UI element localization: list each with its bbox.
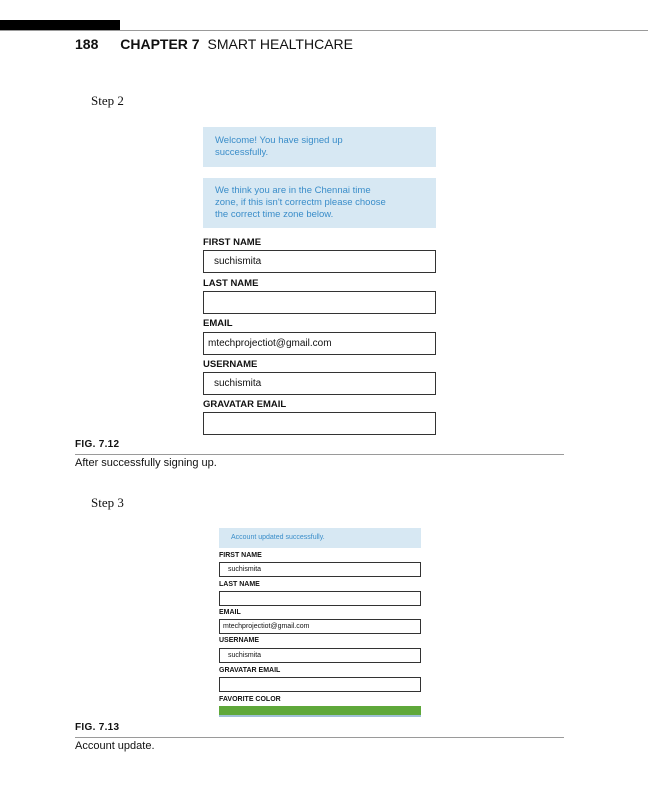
first-name-label: FIRST NAME [203, 237, 262, 248]
username-input[interactable]: suchismita [219, 648, 421, 663]
caption-rule [75, 454, 564, 455]
notice-line: successfully. [215, 147, 269, 158]
first-name-input[interactable]: suchismita [203, 250, 436, 273]
figure-number: FIG. 7.13 [75, 722, 120, 733]
first-name-input[interactable]: suchismita [219, 562, 421, 577]
email-label: EMAIL [219, 609, 241, 616]
notice-line: the correct time zone below. [215, 209, 334, 220]
last-name-label: LAST NAME [219, 581, 260, 588]
first-name-label: FIRST NAME [219, 552, 262, 559]
last-name-input[interactable] [203, 291, 436, 314]
gravatar-email-label: GRAVATAR EMAIL [219, 667, 281, 674]
gravatar-email-label: GRAVATAR EMAIL [203, 399, 287, 410]
running-header [75, 36, 353, 52]
page-number: 188 [75, 36, 99, 52]
email-label: EMAIL [203, 318, 233, 329]
color-swatch-edge [219, 715, 421, 717]
username-label: USERNAME [219, 637, 260, 644]
figure-number: FIG. 7.12 [75, 439, 120, 450]
email-input[interactable]: mtechprojectiot@gmail.com [219, 619, 421, 634]
gravatar-email-input[interactable] [219, 677, 421, 692]
figure-caption: Account update. [75, 740, 155, 752]
notice-line: Welcome! You have signed up [215, 135, 343, 146]
notice-line: zone, if this isn't correctm please choose [215, 197, 386, 208]
caption-rule [75, 737, 564, 738]
header-rule [0, 30, 648, 31]
gravatar-email-input[interactable] [203, 412, 436, 435]
signup-success-notice [203, 127, 436, 167]
chapter-label: CHAPTER 7 [120, 36, 200, 52]
figure-caption: After successfully signing up. [75, 457, 217, 469]
favorite-color-swatch[interactable] [219, 706, 421, 715]
step-2-label: Step 2 [91, 93, 124, 108]
account-updated-notice: Account updated successfully. [219, 528, 421, 548]
step-3-label: Step 3 [91, 495, 124, 510]
timezone-notice [203, 178, 436, 228]
favorite-color-label: FAVORITE COLOR [219, 696, 281, 703]
username-label: USERNAME [203, 359, 258, 370]
last-name-label: LAST NAME [203, 278, 259, 289]
notice-line: We think you are in the Chennai time [215, 185, 371, 196]
email-input[interactable]: mtechprojectiot@gmail.com [203, 332, 436, 355]
last-name-input[interactable] [219, 591, 421, 606]
username-input[interactable]: suchismita [203, 372, 436, 395]
chapter-title: SMART HEALTHCARE [207, 36, 353, 52]
